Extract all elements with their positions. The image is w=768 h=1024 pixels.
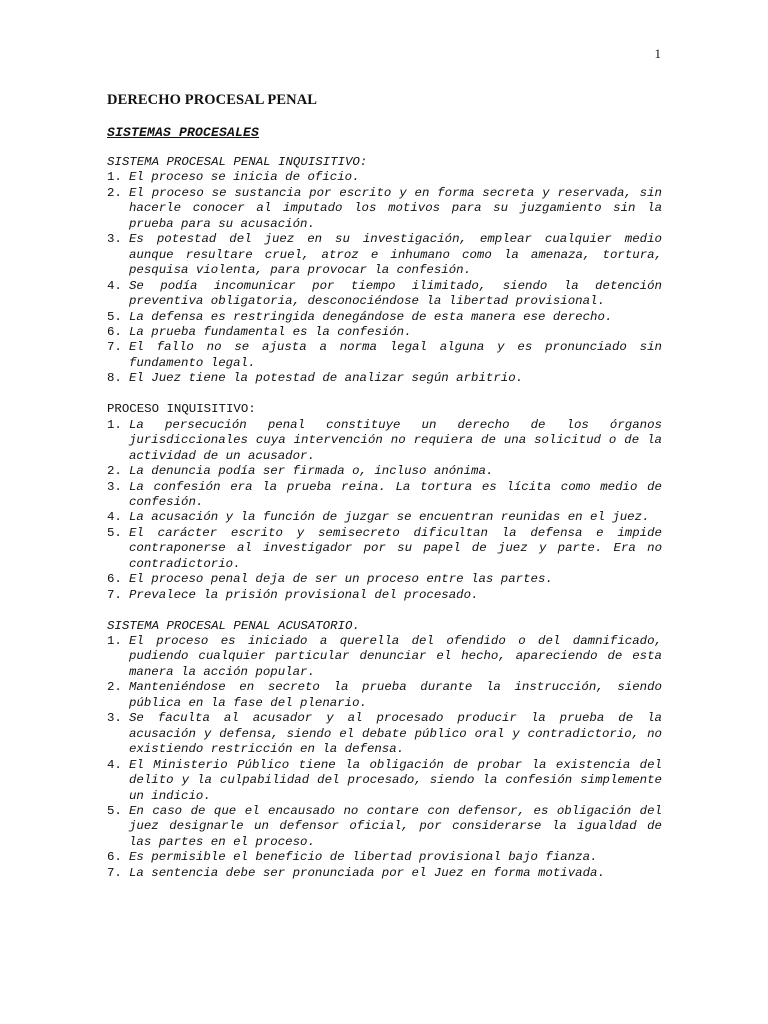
list-item-number: 1. (107, 170, 122, 185)
list-item-text: Es permisible el beneficio de libertad provisional bajo fianza. (129, 850, 598, 865)
list-item-text: El proceso se inicia de oficio. (129, 170, 360, 185)
block-heading: SISTEMA PROCESAL PENAL ACUSATORIO. (107, 618, 360, 633)
list-item-text: Se faculta al acusador y al procesado producir la prueba de la acusación y defensa, siendo el debate público oral y contradictorio, no existiendo restricción en la defensa. (129, 711, 662, 757)
list-item (107, 588, 662, 603)
list-item-number: 2. (107, 464, 122, 479)
block-inquisitive-system (107, 155, 662, 387)
list-item-number: 7. (107, 340, 122, 355)
list-item-text: El carácter escrito y semisecreto dificultan la defensa e impide contraponerse al investigador por su papel de juez y parte. Era no contradictorio. (129, 525, 662, 571)
list-item-number: 5. (107, 804, 122, 818)
list-item-number: 4. (107, 757, 122, 772)
list-item-number: 2. (107, 185, 122, 200)
list-item (107, 418, 662, 464)
list-item-number: 8. (107, 371, 122, 386)
list-item-number: 3. (107, 479, 122, 494)
list-item-number: 5. (107, 309, 122, 324)
list-item-number: 2. (107, 680, 122, 695)
list-item-number: 4. (107, 278, 122, 293)
list-item (107, 310, 662, 325)
list-item (107, 680, 662, 711)
document-title: DERECHO PROCESAL PENAL (107, 92, 318, 108)
list-item-text: La acusación y la función de juzgar se encuentran reunidas en el juez. (129, 510, 650, 525)
list-item-text: En caso de que el encausado no contare con defensor, es obligación del juez designarle un defensor oficial, por considerarse la igualdad de las partes en el proceso. (129, 804, 662, 849)
block-heading: PROCESO INQUISITIVO: (107, 402, 256, 417)
block-heading: SISTEMA PROCESAL PENAL INQUISITIVO: (107, 155, 368, 169)
list-item (107, 758, 662, 804)
list-item (107, 804, 662, 850)
list-item-text: Prevalece la prisión provisional del procesado. (129, 587, 479, 602)
list-item-text: La prueba fundamental es la confesión. (129, 324, 412, 339)
section-heading: SISTEMAS PROCESALES (107, 125, 260, 140)
list-item (107, 170, 662, 185)
list-item-number: 5. (107, 525, 122, 540)
list-item-number: 4. (107, 510, 122, 525)
list-item-text: Se podía incomunicar por tiempo ilimitado, siendo la detención preventiva obligatoria, desconociéndose la libertad provisional. (129, 278, 662, 309)
list-item-text: La sentencia debe ser pronunciada por el Juez en forma motivada. (129, 865, 605, 880)
list-item (107, 634, 662, 680)
list-item (107, 866, 662, 881)
list-item (107, 510, 662, 525)
list-item-text: El Juez tiene la potestad de analizar según arbitrio. (129, 371, 524, 386)
list-item (107, 711, 662, 757)
list-item (107, 186, 662, 232)
list-item (107, 572, 662, 587)
list-item-number: 6. (107, 850, 122, 865)
list-item (107, 232, 662, 278)
document-body (107, 155, 662, 897)
list-item-number: 1. (107, 634, 122, 649)
list-item-number: 3. (107, 711, 122, 726)
list-item-text: El Ministerio Público tiene la obligación de probar la existencia del delito y la culpabilidad del procesado, siendo la confesión simplemente un indicio. (129, 757, 662, 803)
list-item (107, 325, 662, 340)
list-item-text: Es potestad del juez en su investigación, emplear cualquier medio aunque resultare cruel, atroz e inhumano como la amenaza, tortura, pesquisa violenta, para provocar la confesión. (129, 232, 662, 278)
list-item-number: 3. (107, 232, 122, 247)
block-accusatory-system (107, 619, 662, 882)
list-item-number: 6. (107, 324, 122, 339)
page-number: 1 (654, 46, 661, 61)
list-item-number: 1. (107, 417, 122, 432)
numbered-list (107, 418, 662, 603)
list-item-text: Manteniéndose en secreto la prueba durante la instrucción, siendo pública en la fase del plenario. (129, 680, 662, 710)
list-item-text: El proceso penal deja de ser un proceso entre las partes. (129, 572, 553, 587)
list-item-text: La defensa es restringida denegándose de esta manera ese derecho. (129, 309, 613, 324)
block-inquisitive-process (107, 402, 662, 603)
numbered-list (107, 170, 662, 386)
list-item-text: La persecución penal constituye un derecho de los órganos jurisdiccionales cuya intervención no requiera de una solicitud o de la actividad de un acusador. (129, 417, 662, 463)
list-item-number: 7. (107, 865, 122, 880)
list-item-text: La confesión era la prueba reina. La tortura es lícita como medio de confesión. (129, 479, 662, 509)
list-item-number: 6. (107, 572, 122, 587)
list-item (107, 464, 662, 479)
list-item-text: La denuncia podía ser firmada o, incluso anónima. (129, 464, 494, 479)
list-item (107, 371, 662, 386)
list-item (107, 480, 662, 511)
list-item-text: El fallo no se ajusta a norma legal alguna y es pronunciado sin fundamento legal. (129, 340, 662, 370)
list-item (107, 850, 662, 865)
list-item-number: 7. (107, 587, 122, 602)
list-item-text: El proceso es iniciado a querella del ofendido o del damnificado, pudiendo cualquier particular denunciar el hecho, apareciendo de esta manera la acción popular. (129, 634, 662, 679)
list-item-text: El proceso se sustancia por escrito y en forma secreta y reservada, sin hacerle conocer al imputado los motivos para su juzgamiento sin la prueba para su acusación. (129, 185, 662, 231)
list-item (107, 340, 662, 371)
list-item (107, 526, 662, 572)
list-item (107, 279, 662, 310)
numbered-list (107, 634, 662, 881)
